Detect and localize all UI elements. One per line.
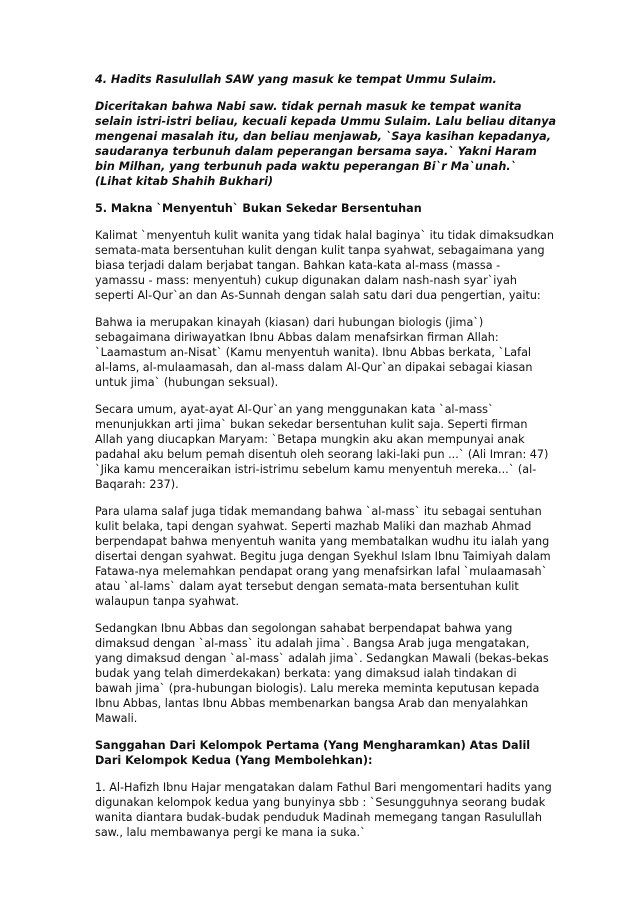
- text-line: mengenai masalah itu, dan beliau menjawab, `Saya kasihan kepadanya,: [95, 130, 551, 143]
- text-line: Bahwa ia merupakan kinayah (kiasan) dari hubungan biologis (jima`): [95, 316, 484, 329]
- text-line: atau `al-lams` dalam ayat tersebut dengan semata-mata bersentuhan kulit: [95, 580, 519, 593]
- text-line: disertai dengan syahwat. Begitu juga dengan Syekhul Islam Ibnu Taimiyah dalam: [95, 550, 551, 563]
- text-line: berpendapat bahwa menyentuh wanita yang membatalkan wudhu itu ialah yang: [95, 535, 550, 548]
- text-line: Diceritakan bahwa Nabi saw. tidak pernah masuk ke tempat wanita: [95, 100, 522, 113]
- paragraph-ibnu-abbas: [95, 621, 550, 726]
- text-line: 1. Al-Hafizh Ibnu Hajar mengatakan dalam Fathul Bari mengomentari hadits yang: [95, 781, 552, 794]
- text-line: yang dimaksud dengan `al-mass` adalah jima`. Sedangkan Mawali (bekas-bekas: [95, 652, 549, 665]
- text-line: Secara umum, ayat-ayat Al-Qur`an yang menggunakan kata `al-mass`: [95, 403, 494, 416]
- text-line: Baqarah: 237).: [95, 478, 179, 491]
- paragraph-ulama-salaf: [95, 504, 550, 609]
- text-line: `Jika kamu menceraikan istri-istrimu sebelum kamu menyentuh mereka...` (al-: [95, 463, 537, 476]
- text-line: dimaksud dengan `al-mass` itu adalah jima`. Bangsa Arab juga mengatakan,: [95, 637, 530, 650]
- paragraph-kinayah: [95, 315, 550, 390]
- text-line: wanita diantara budak-budak penduduk Madinah memegang tangan Rasulullah: [95, 811, 542, 824]
- text-line: al-lams, al-mulaamasah, dan al-mass dalam Al-Qur`an dipakai sebagai kiasan: [95, 361, 533, 374]
- paragraph-kalimat: [95, 228, 554, 303]
- paragraph-al-hafizh: [95, 780, 550, 840]
- text-line: biasa terjadi dalam berjabat tangan. Bahkan kata-kata al-mass (massa -: [95, 259, 501, 272]
- heading-5: 5. Makna `Menyentuh` Bukan Sekedar Bersentuhan: [95, 202, 422, 215]
- heading-4: 4. Hadits Rasulullah SAW yang masuk ke tempat Ummu Sulaim.: [95, 73, 497, 86]
- text-line: Mawali.: [95, 712, 138, 725]
- text-line: Sedangkan Ibnu Abbas dan segolongan sahabat berpendapat bahwa yang: [95, 622, 513, 635]
- text-line: padahal aku belum pemah disentuh oleh seorang laki-laki pun ...` (Ali Imran: 47): [95, 448, 549, 461]
- document-page: [95, 72, 557, 852]
- text-line: Kalimat `menyentuh kulit wanita yang tidak halal baginya` itu tidak dimaksudkan: [95, 229, 554, 242]
- text-line: Ibnu Abbas, lantas Ibnu Abbas membenarkan bangsa Arab dan menyalahkan: [95, 697, 529, 710]
- text-line: (Lihat kitab Shahih Bukhari): [95, 175, 274, 188]
- text-line: menunjukkan arti jima` bukan sekedar bersentuhan kulit saja. Seperti firman: [95, 418, 528, 431]
- text-line: `Laamastum an-Nisat` (Kamu menyentuh wanita). Ibnu Abbas berkata, `Lafal: [95, 346, 532, 359]
- text-line: bin Milhan, yang terbunuh pada waktu peperangan Bi`r Ma`unah.`: [95, 160, 517, 173]
- text-line: digunakan kelompok kedua yang bunyinya sbb : `Sesungguhnya seorang budak: [95, 796, 546, 809]
- text-line: saudaranya terbunuh dalam peperangan bersama saya.` Yakni Haram: [95, 145, 537, 158]
- paragraph-secara-umum: [95, 402, 550, 492]
- text-line: seperti Al-Qur`an dan As-Sunnah dengan salah satu dari dua pengertian, yaitu:: [95, 289, 541, 302]
- heading-sanggahan: [95, 738, 550, 768]
- text-line: untuk jima` (hubungan seksual).: [95, 376, 279, 389]
- text-line: walaupun tanpa syahwat.: [95, 595, 240, 608]
- text-line: bawah jima` (pra-hubungan biologis). Lalu mereka meminta keputusan kepada: [95, 682, 540, 695]
- text-line: sebagaimana diriwayatkan Ibnu Abbas dalam menafsirkan firman Allah:: [95, 331, 499, 344]
- paragraph-ummu-sulaim: [95, 99, 557, 189]
- text-line: saw., lalu membawanya pergi ke mana ia suka.`: [95, 826, 366, 839]
- text-line: Para ulama salaf juga tidak memandang bahwa `al-mass` itu sebagai sentuhan: [95, 505, 542, 518]
- text-line: kulit belaka, tapi dengan syahwat. Seperti mazhab Maliki dan mazhab Ahmad: [95, 520, 532, 533]
- text-line: selain istri-istri beliau, kecuali kepada Ummu Sulaim. Lalu beliau ditanya: [95, 115, 557, 128]
- text-line: Sanggahan Dari Kelompok Pertama (Yang Mengharamkan) Atas Dalil: [95, 739, 531, 752]
- text-line: yamassu - mass: menyentuh) cukup digunakan dalam nash-nash syar`iyah: [95, 274, 517, 287]
- text-line: budak yang telah dimerdekakan) berkata: yang dimaksud ialah tindakan di: [95, 667, 517, 680]
- text-line: semata-mata bersentuhan kulit dengan kulit tanpa syahwat, sebagaimana yang: [95, 244, 545, 257]
- text-line: Dari Kelompok Kedua (Yang Membolehkan):: [95, 754, 373, 767]
- text-line: Allah yang diucapkan Maryam: `Betapa mungkin aku akan mempunyai anak: [95, 433, 525, 446]
- text-line: Fatawa-nya melemahkan pendapat orang yang menafsirkan lafal `mulaamasah`: [95, 565, 548, 578]
